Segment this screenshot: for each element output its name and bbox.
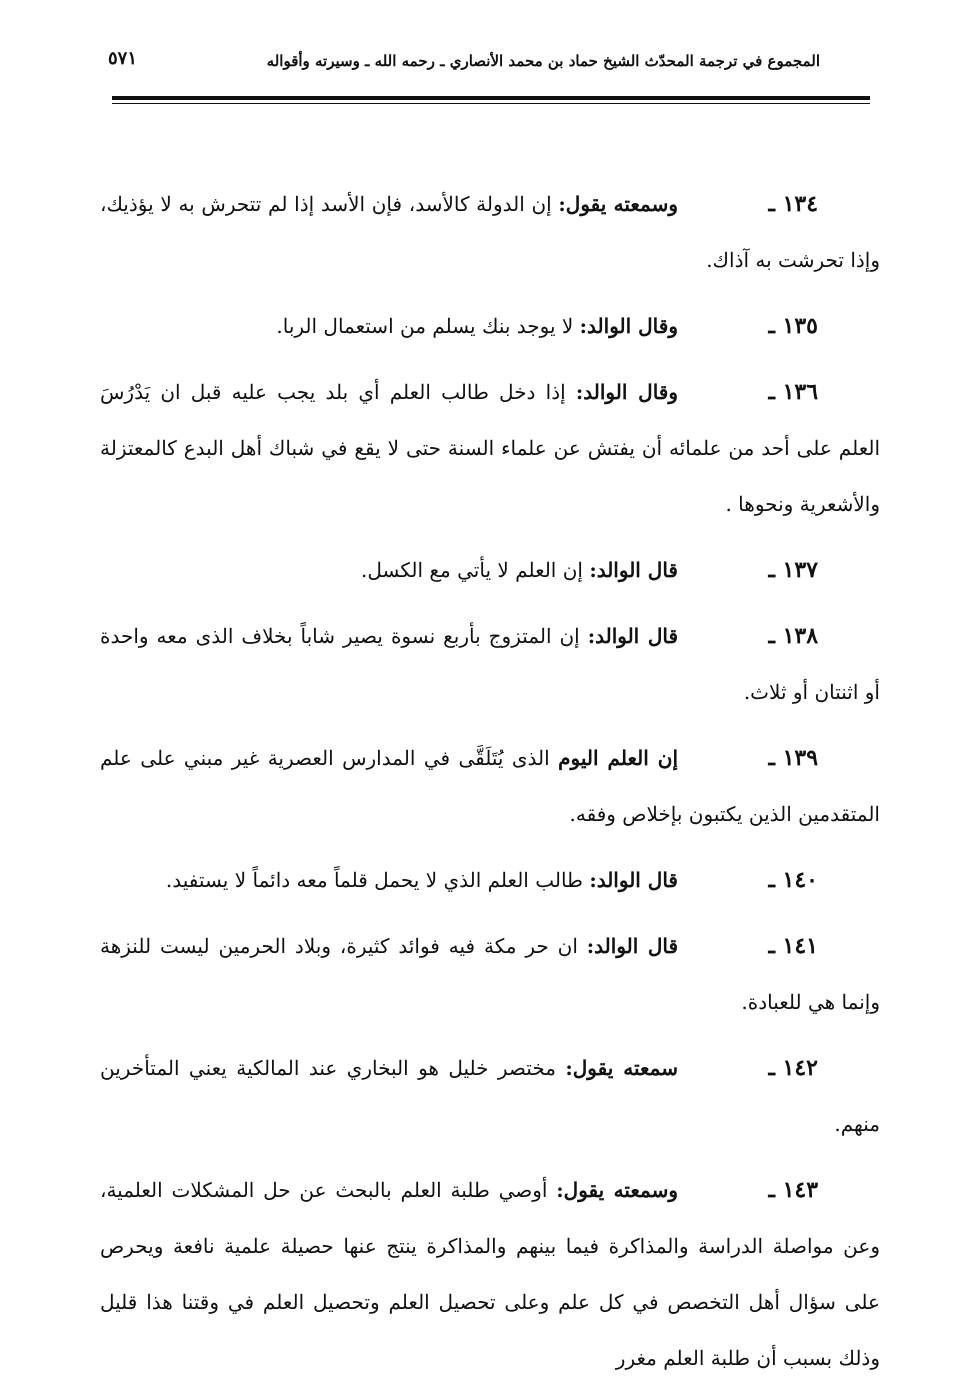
entry-number: ١٣٥ ـ: [768, 313, 818, 339]
entry-intro: قال الوالد:: [589, 868, 678, 892]
entry-143: [100, 1162, 880, 1386]
entry-text: إن العلم لا يأتي مع الكسل.: [361, 558, 583, 582]
entry-intro: وسمعته يقول:: [556, 1178, 679, 1202]
entry-text: الذى يُتَلَقَّى في المدارس العصرية غير مبني على علم المتقدمين الذين يكتبون بإخلاص وفقه.: [100, 746, 880, 826]
entry-text: لا يوجد بنك يسلم من استعمال الربا.: [276, 314, 574, 338]
entry-text: مختصر خليل هو البخاري عند المالكية يعني المتأخرين منهم.: [100, 1056, 880, 1136]
entry-142: [100, 1040, 880, 1152]
entry-136: [100, 364, 880, 532]
entry-text: أوصي طلبة العلم بالبحث عن حل المشكلات العلمية، وعن مواصلة الدراسة والمذاكرة فيما بينهم والمذاكرة ينتج عنها حصيلة علمية نافعة ويحرص على سؤال أهل التخصص في كل علم وعلى تحصيل العلم وتحصيل العلم في وقتنا هذا قليل وذلك بسبب أن طلبة العلم مغرر: [100, 1178, 880, 1370]
entry-number: ١٣٨ ـ: [768, 623, 819, 649]
entry-intro: قال الوالد:: [589, 558, 678, 582]
entry-intro: وقال الوالد:: [575, 380, 679, 404]
entry-137: [100, 542, 880, 598]
page-header: [108, 40, 820, 80]
entry-intro: قال الوالد:: [587, 624, 679, 648]
entry-text: إن المتزوج بأربع نسوة يصير شاباً بخلاف الذى معه واحدة أو اثنتان أو ثلاث.: [100, 624, 880, 704]
header-rule-thin: [112, 103, 870, 104]
entry-135: [100, 298, 880, 354]
page-body: [100, 176, 880, 1396]
entry-number: ١٤٢ ـ: [768, 1055, 818, 1081]
entry-text: طالب العلم الذي لا يحمل قلماً معه دائماً لا يستفيد.: [165, 868, 583, 892]
entry-intro: وقال الوالد:: [579, 314, 678, 338]
entry-139: [100, 730, 880, 842]
running-title: المجموع في ترجمة المحدّث الشيخ حماد بن محمد الأنصاري ـ رحمه الله ـ وسيرته وأقواله: [266, 52, 820, 70]
entry-134: [100, 176, 880, 288]
entry-intro: قال الوالد:: [586, 934, 678, 958]
entry-intro: وسمعته يقول:: [558, 192, 679, 216]
entry-intro: إن العلم اليوم: [558, 746, 679, 770]
entry-number: ١٤١ ـ: [768, 933, 818, 959]
entry-number: ١٣٦ ـ: [768, 379, 819, 405]
entry-number: ١٤٠ ـ: [768, 867, 818, 893]
entry-text: ان حر مكة فيه فوائد كثيرة، وبلاد الحرمين ليست للنزهة وإنما هي للعبادة.: [100, 934, 880, 1014]
entry-number: ١٣٤ ـ: [768, 191, 819, 217]
entry-text: إذا دخل طالب العلم أي بلد يجب عليه قبل ان يَدْرُسَ العلم على أحد من علمائه أن يفتش عن علماء السنة حتى لا يقع في شباك أهل البدع كالمعتزلة والأشعرية ونحوها .: [100, 380, 880, 516]
entry-number: ١٤٣ ـ: [768, 1177, 819, 1203]
entry-number: ١٣٩ ـ: [768, 745, 819, 771]
entry-text: إن الدولة كالأسد، فإن الأسد إذا لم تتحرش به لا يؤذيك، وإذا تحرشت به آذاك.: [100, 192, 880, 272]
page-number: ٥٧١: [108, 48, 138, 69]
entry-number: ١٣٧ ـ: [768, 557, 818, 583]
header-rule-thick: [112, 96, 870, 100]
entry-140: [100, 852, 880, 908]
entry-intro: سمعته يقول:: [565, 1056, 678, 1080]
entry-141: [100, 918, 880, 1030]
entry-138: [100, 608, 880, 720]
